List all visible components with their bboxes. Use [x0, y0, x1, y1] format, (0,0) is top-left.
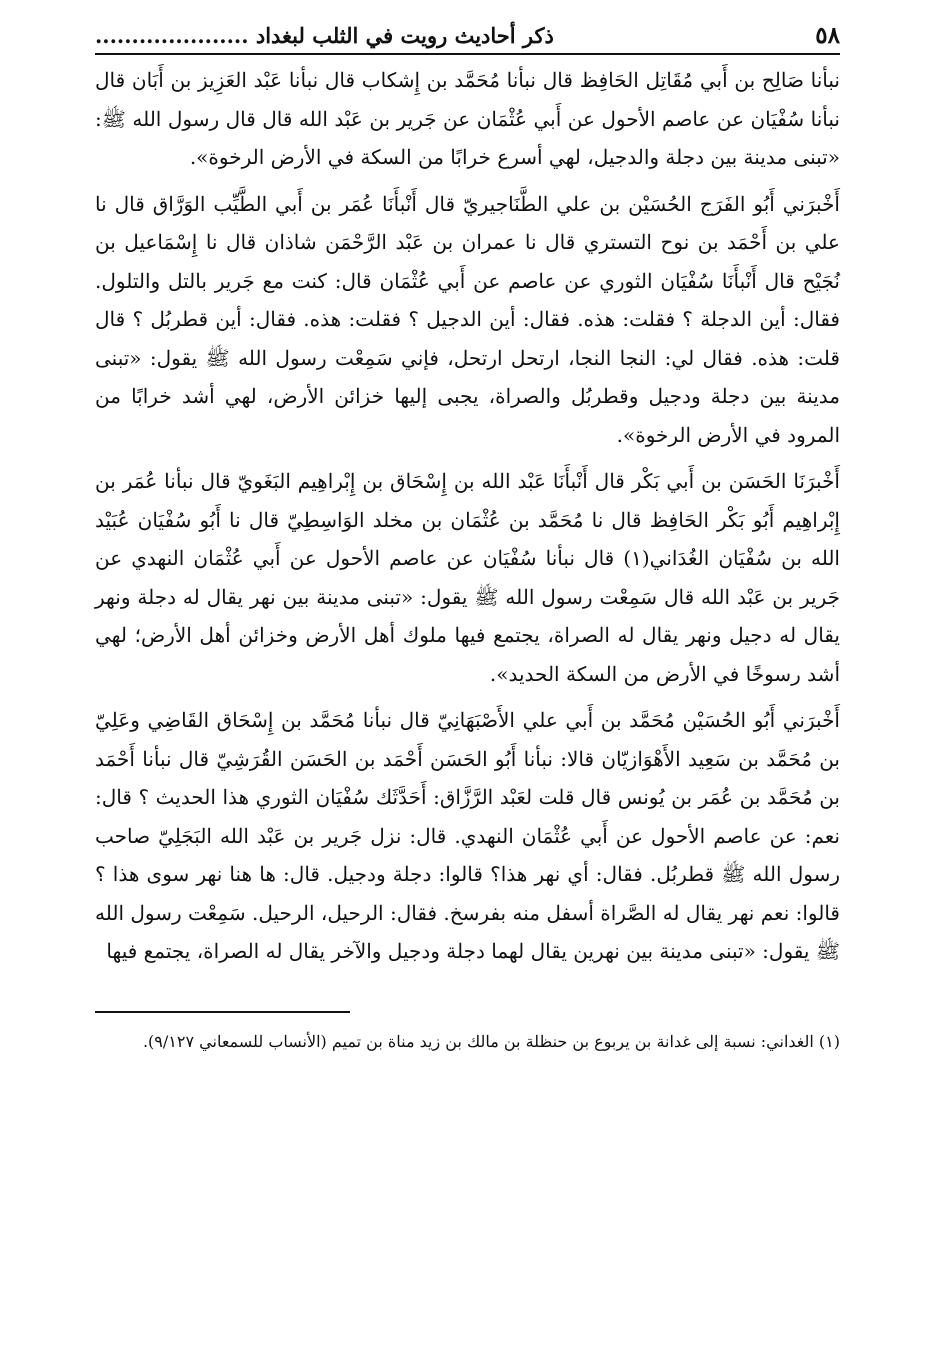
- page-number: ٥٨: [815, 22, 840, 49]
- running-title: ذكر أحاديث رويت في الثلب لبغداد .....................: [95, 23, 554, 48]
- footnote: (١) الغداني: نسبة إلى غدانة بن يربوع بن حنظلة بن مالك بن زيد مناة بن تميم (الأنساب للسمعاني ٩/١٢٧).: [142, 1031, 840, 1051]
- paragraph: أَخْبرَني أَبُو الفَرَج الحُسَيْن بن علي الطَّنَاجيريّ قال أَنْبأَنَا عُمَر بن أَبي الطَّيِّب الوَرَّاق قال نا علي بن أَحْمَد بن نوح التستري قال نا عمران بن عَبْد الرَّحْمَن شاذان قال نا إِسْمَاعيل بن نُجَيْح قال أَنْبأَنَا سُفْيَان الثوري عن عاصم عن أَبي عُثْمَان قال: كنت مع جَرير بالتل والتلول. فقال: أين الدجلة ؟ فقلت: هذه. فقال: أين الدجيل ؟ فقلت: هذه. فقال: أين قطربُل ؟ قال قلت: هذه. فقال لي: النجا النجا، ارتحل ارتحل، فإني سَمِعْت رسول الله ﷺ يقول: «تبنى مدينة بين دجلة ودجيل وقطربُل والصراة، يجبى إليها خزائن الأرض، لهي أشد خرابًا من المرود في الأرض الرخوة».: [95, 191, 840, 447]
- paragraph: أَخْبرَنَا الحَسَن بن أَبي بَكْر قال أَنْبأَنَا عَبْد الله بن إِسْحَاق بن إِبْراهِيم البَغَويّ قال نبأنا عُمَر بن إِبْراهِيم أَبُو بَكْر الحَافِظ قال نا مُحَمَّد بن عُثْمَان بن مخلد الوَاسِطِيّ قال نا أَبُو سُفْيَان عُبَيْد الله بن سُفْيَان الغُدَاني(١) قال نبأنا سُفْيَان عن عاصم الأحول عن أَبي عُثْمَان النهدي عن جَرير بن عَبْد الله قال سَمِعْت رسول الله ﷺ يقول: «تبنى مدينة بين نهر يقال له دجلة ونهر يقال له دجيل ونهر يقال له الصراة، يجتمع فيها ملوك أهل الأرض وخزائن أهل الأرض؛ لهي أشد رسوخًا في الأرض من السكة الحديد».: [95, 469, 840, 686]
- footnotes: [95, 1027, 840, 1057]
- paragraph: أَخْبرَني أَبُو الحُسَيْن مُحَمَّد بن أَبي علي الأَصْبَهَانِيّ قال نبأنا مُحَمَّد بن إِسْحَاق القَاضِي وعَلِيّ بن مُحَمَّد بن سَعِيد الأَهْوَازيّان قالا: نبأنا أَبُو الحَسَن أَحْمَد بن الحَسَن القُرَشِيّ قال نبأنا أَحْمَد بن مُحَمَّد بن عُمَر بن يُونس قال قلت لعَبْد الرَّزَّاق: أَحَدَّثَك سُفْيَان الثوري هذا الحديث ؟ قال: نعم: عن عاصم الأحول عن أَبي عُثْمَان النهدي. قال: نزل جَرير بن عَبْد الله البَجَلِيّ صاحب رسول الله ﷺ قطربُل. فقال: أي نهر هذا؟ قالوا: دجلة ودجيل. قال: ها هنا نهر سوى هذا ؟ قالوا: نعم نهر يقال له الصَّراة أسفل منه بفرسخ. فقال: الرحيل، الرحيل. سَمِعْت رسول الله ﷺ يقول: «تبنى مدينة بين نهرين يقال لهما دجلة ودجيل والآخر يقال له الصراة، يجتمع فيها: [95, 708, 840, 963]
- page-header: [95, 22, 840, 55]
- paragraph: نبأنا صَالِح بن أَبي مُقَاتِل الحَافِظ قال نبأنا مُحَمَّد بن إِشكاب قال نبأنا عَبْد العَزِيز بن أَبَان قال نبأنا سُفْيَان عن عاصم الأحول عن أَبي عُثْمَان عن جَرير بن عَبْد الله قال قال رسول الله ﷺ: «تبنى مدينة بين دجلة والدجيل، لهي أسرع خرابًا من السكة في الأرض الرخوة».: [95, 68, 840, 169]
- footnote-divider: [95, 1011, 350, 1013]
- body-text: [95, 61, 840, 971]
